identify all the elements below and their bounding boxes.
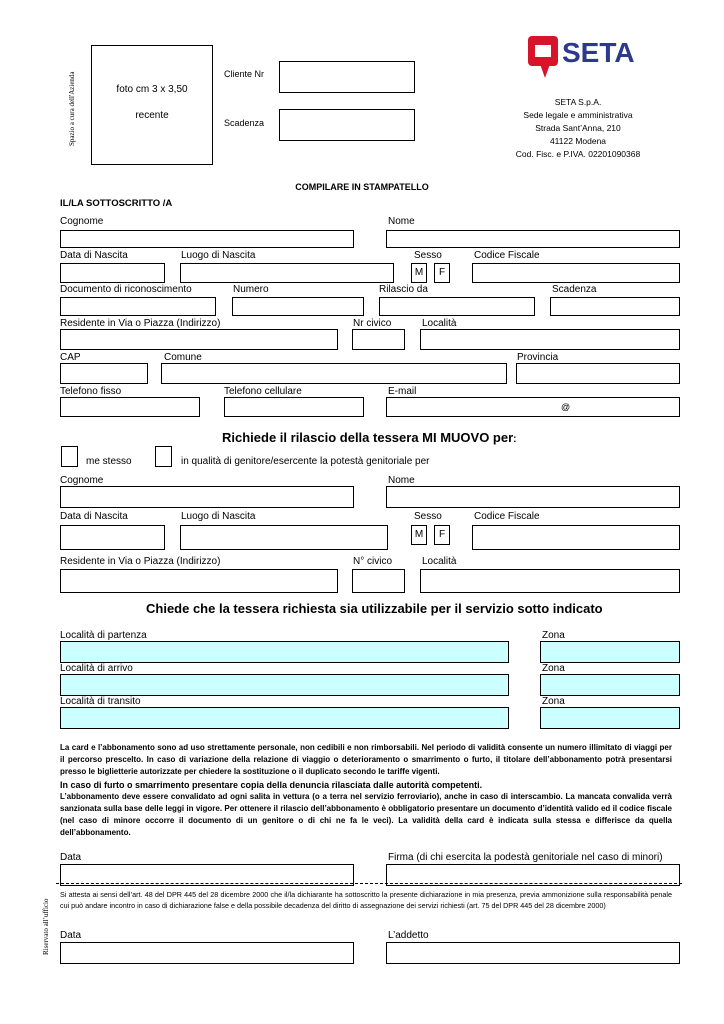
compile-note: COMPILARE IN STAMPATELLO (295, 182, 429, 192)
company-name: SETA S.p.A. (554, 97, 602, 107)
office-data-input[interactable] (60, 942, 354, 964)
numero-label: Numero (233, 284, 269, 295)
genitore-checkbox[interactable] (155, 446, 172, 467)
transito-label: Località di transito (60, 696, 141, 707)
codice-fiscale-input[interactable] (472, 263, 680, 283)
data-nascita-label: Data di Nascita (60, 250, 128, 261)
email-at-symbol: @ (561, 402, 571, 412)
cap-input[interactable] (60, 363, 148, 384)
zona-transito-label: Zona (542, 696, 565, 707)
arrivo-input[interactable] (60, 674, 509, 696)
zona-arrivo-label: Zona (542, 663, 565, 674)
zona-transito-input[interactable] (540, 707, 680, 729)
documento-label: Documento di riconoscimento (60, 284, 192, 295)
office-space-note: Spazio a cura dell'Azienda (68, 71, 76, 146)
rilascio-input[interactable] (379, 297, 535, 316)
localita-input[interactable] (420, 329, 680, 350)
office-data-label: Data (60, 930, 82, 941)
company-vat: Cod. Fisc. e P.IVA. 02201090368 (515, 149, 641, 159)
cliente-input[interactable] (279, 61, 415, 93)
company-street: Strada Sant’Anna, 210 (535, 123, 621, 133)
transito-input[interactable] (60, 707, 509, 729)
residente-input[interactable] (60, 329, 338, 350)
nome2-label: Nome (388, 475, 415, 486)
terms-paragraph-3: L’abbonamento deve essere convalidato ad ogni salita in vettura (o a terra nel servizio ferroviario), anche in caso di interscambio. La mancata convalida verrà sanzionata sulla base delle leggi in vigore. Per ottenere il rilascio dell’abbonamento è obbligatorio presentare un documento d’identità valido ed il codice fiscale (nel caso di minore occorre il documento di un genitore o di chi ne fa le veci). La validità della card è indicata sulla stessa e differisce da quella dell’abbonamento. (60, 792, 672, 837)
scadenza-header-input[interactable] (279, 109, 415, 141)
photo-recent-label: recente (135, 110, 169, 121)
email-label: E-mail (388, 386, 417, 397)
me-stesso-checkbox[interactable] (61, 446, 78, 467)
tel-cell-label: Telefono cellulare (224, 386, 302, 397)
comune-label: Comune (164, 352, 202, 363)
request-title: Richiede il rilascio della tessera MI MUOVO per: (222, 430, 517, 445)
photo-box (91, 45, 213, 165)
nr-civico-input[interactable] (352, 329, 405, 350)
legal-attestation: Si attesta ai sensi dell’art. 48 del DPR 445 del 28 dicembre 2000 che il/la dichiarante ha sottoscritto la presente dichiarazione in mia presenza, previa ammonizione sulla responsabilità penale cui può andare incontro in caso di dichiarazione false e della possibile decadenza del diritto di assegnazione dei servizi richiesti (art. 75 del DPR 445 del 28 dicembre 2000) (60, 890, 672, 910)
cliente-label: Cliente Nr (224, 69, 265, 79)
partenza-input[interactable] (60, 641, 509, 663)
email-input[interactable] (386, 397, 680, 417)
service-title: Chiede che la tessera richiesta sia utilizzabile per il servizio sotto indicato (146, 601, 603, 616)
seta-logo (526, 34, 636, 84)
residente-label: Residente in Via o Piazza (Indirizzo) (60, 318, 221, 329)
partenza-label: Località di partenza (60, 630, 147, 641)
logo-text: SETA (562, 37, 635, 68)
genitore-label: in qualità di genitore/esercente la potestà genitoriale per (181, 456, 430, 467)
zona-partenza-label: Zona (542, 630, 565, 641)
data-nascita2-input[interactable] (60, 525, 165, 550)
nome2-input[interactable] (386, 486, 680, 508)
provincia-input[interactable] (516, 363, 680, 384)
residente2-label: Residente in Via o Piazza (Indirizzo) (60, 556, 221, 567)
cognome2-label: Cognome (60, 475, 104, 486)
nome-input[interactable] (386, 230, 680, 248)
nome-label: Nome (388, 216, 415, 227)
company-info (500, 96, 656, 161)
comune-input[interactable] (161, 363, 507, 384)
documento-input[interactable] (60, 297, 216, 316)
cognome-label: Cognome (60, 216, 104, 227)
scadenza-header-label: Scadenza (224, 118, 265, 128)
sex-m-checkbox[interactable]: M (411, 263, 427, 283)
zona-partenza-input[interactable] (540, 641, 680, 663)
sex2-m-checkbox[interactable]: M (411, 525, 427, 545)
firma-label: Firma (di chi esercita la podestà genitoriale nel caso di minori) (388, 852, 663, 863)
photo-size-label: foto cm 3 x 3,50 (116, 84, 188, 95)
sesso2-label: Sesso (414, 511, 442, 522)
cap-label: CAP (60, 352, 81, 363)
residente2-input[interactable] (60, 569, 338, 593)
codice-fiscale-label: Codice Fiscale (474, 250, 540, 261)
data-nascita-input[interactable] (60, 263, 165, 283)
n-civico2-input[interactable] (352, 569, 405, 593)
localita-label: Località (422, 318, 457, 329)
data-nascita2-label: Data di Nascita (60, 511, 128, 522)
localita2-label: Località (422, 556, 457, 567)
codice-fiscale2-input[interactable] (472, 525, 680, 550)
arrivo-label: Località di arrivo (60, 663, 133, 674)
company-city: 41122 Modena (549, 136, 607, 146)
scadenza-label: Scadenza (552, 284, 597, 295)
terms-paragraph-1: La card e l’abbonamento sono ad uso strettamente personale, non cedibili e non rimborsabili. Nel periodo di validità consente un numero illimitato di viaggi per il percorso prescelto. In caso di variazione della relazione di viaggio o deterioramento o smarrimento o furto, il titolare dell’abbonamento potrà presentarsi presso le biglietterie autorizzate per chiedere la sostituzione o il duplicato secondo le tariffe vigenti. (60, 743, 672, 776)
tel-cell-input[interactable] (224, 397, 364, 417)
luogo-nascita-input[interactable] (180, 263, 394, 283)
tel-fisso-input[interactable] (60, 397, 200, 417)
cognome-input[interactable] (60, 230, 354, 248)
luogo-nascita2-input[interactable] (180, 525, 388, 550)
section1-heading: IL/LA SOTTOSCRITTO /A (60, 198, 173, 209)
n-civico2-label: N° civico (353, 556, 393, 567)
addetto-label: L’addetto (388, 930, 429, 941)
zona-arrivo-input[interactable] (540, 674, 680, 696)
terms-paragraph-2: In caso di furto o smarrimento presentare copia della denuncia rilasciata dalle autorità competenti. (60, 780, 483, 790)
sex2-f-checkbox[interactable]: F (434, 525, 450, 545)
numero-input[interactable] (232, 297, 364, 316)
addetto-input[interactable] (386, 942, 680, 964)
codice-fiscale2-label: Codice Fiscale (474, 511, 540, 522)
data-sign-label: Data (60, 852, 82, 863)
nr-civico-label: Nr civico (353, 318, 392, 329)
company-seat: Sede legale e amministrativa (523, 110, 633, 120)
rilascio-label: Rilascio da (379, 284, 428, 295)
scadenza-input[interactable] (550, 297, 680, 316)
tel-fisso-label: Telefono fisso (60, 386, 122, 397)
luogo-nascita-label: Luogo di Nascita (181, 250, 256, 261)
sex-f-checkbox[interactable]: F (434, 263, 450, 283)
provincia-label: Provincia (517, 352, 559, 363)
sesso-label: Sesso (414, 250, 442, 261)
cognome2-input[interactable] (60, 486, 354, 508)
office-side-note: Riservato all’ufficio (42, 898, 50, 955)
localita2-input[interactable] (420, 569, 680, 593)
luogo-nascita2-label: Luogo di Nascita (181, 511, 256, 522)
me-stesso-label: me stesso (86, 456, 132, 467)
office-separator (56, 883, 682, 884)
seta-logo-mark (526, 34, 636, 84)
